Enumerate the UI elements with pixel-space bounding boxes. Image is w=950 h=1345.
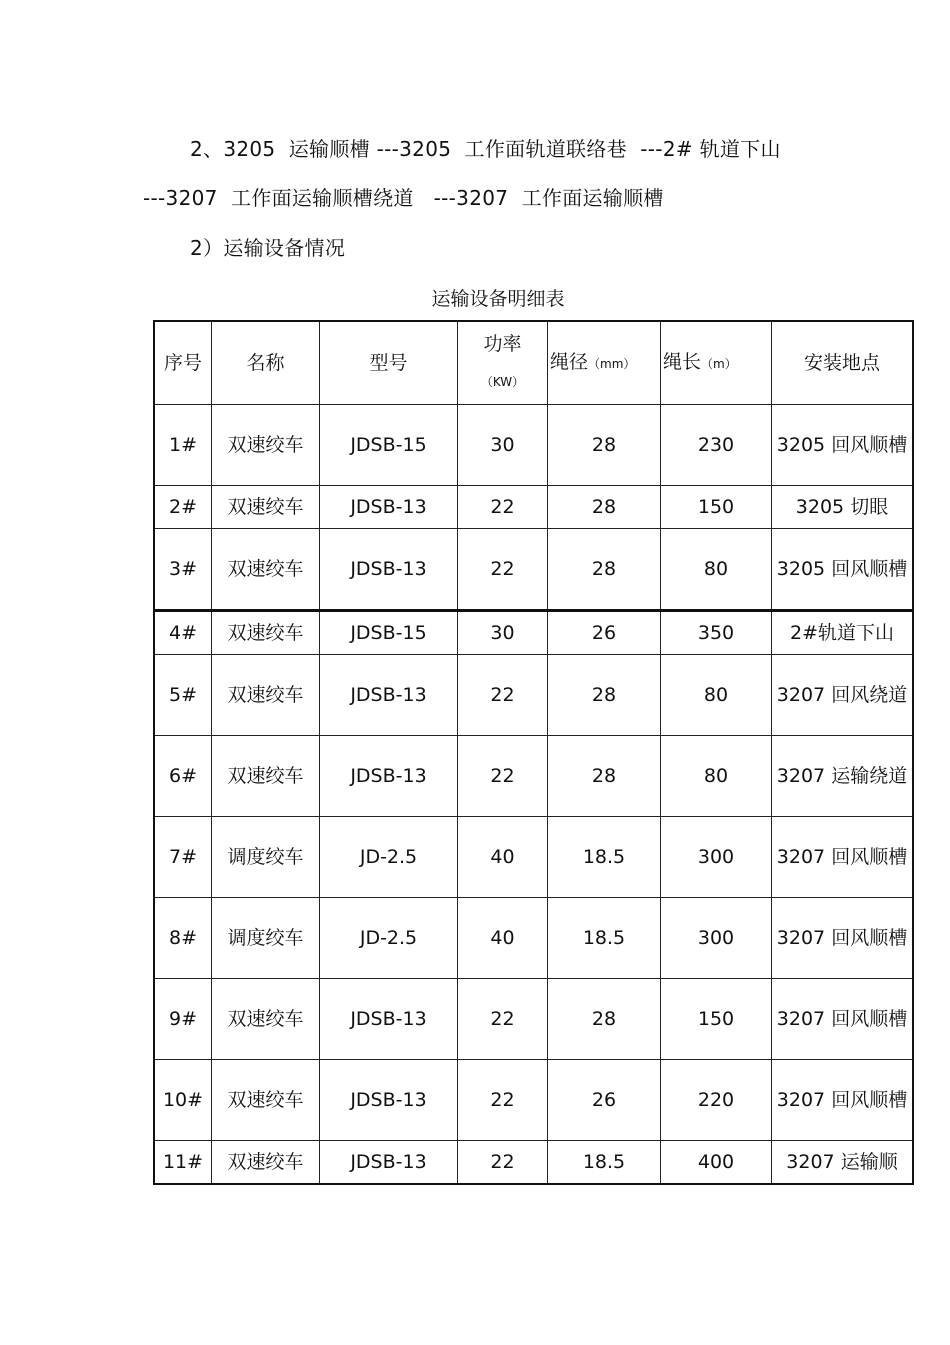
cell-location: 2#轨道下山 xyxy=(772,611,914,655)
cell-power: 22 xyxy=(458,529,548,611)
cell-model: JDSB-15 xyxy=(320,611,458,655)
cell-length: 300 xyxy=(661,898,772,979)
table-row xyxy=(154,529,913,611)
cell-power: 22 xyxy=(458,486,548,529)
cell-length: 220 xyxy=(661,1060,772,1141)
section-heading-equipment: 2）运输设备情况 xyxy=(190,236,346,260)
cell-seq: 7# xyxy=(154,817,212,898)
cell-location: 3207 回风顺槽 xyxy=(772,898,914,979)
cell-location: 3207 运输绕道 xyxy=(772,736,914,817)
cell-location: 3205 回风顺槽 xyxy=(772,405,914,486)
cell-length: 150 xyxy=(661,486,772,529)
cell-model: JDSB-13 xyxy=(320,736,458,817)
cell-diameter: 18.5 xyxy=(548,898,661,979)
cell-power: 40 xyxy=(458,898,548,979)
cell-name: 双速绞车 xyxy=(212,979,320,1060)
table-row xyxy=(154,1141,913,1185)
cell-location: 3205 切眼 xyxy=(772,486,914,529)
cell-name: 双速绞车 xyxy=(212,486,320,529)
header-diameter xyxy=(548,321,661,405)
header-length-label: 绳长 xyxy=(663,351,702,373)
table-row xyxy=(154,655,913,736)
cell-name: 双速绞车 xyxy=(212,1060,320,1141)
cell-length: 150 xyxy=(661,979,772,1060)
table-caption: 运输设备明细表 xyxy=(431,288,565,310)
cell-seq: 11# xyxy=(154,1141,212,1185)
cell-model: JDSB-13 xyxy=(320,1141,458,1185)
cell-length: 300 xyxy=(661,817,772,898)
table-row xyxy=(154,405,913,486)
cell-seq: 8# xyxy=(154,898,212,979)
cell-model: JD-2.5 xyxy=(320,817,458,898)
cell-diameter: 28 xyxy=(548,529,661,611)
cell-name: 双速绞车 xyxy=(212,611,320,655)
cell-name: 双速绞车 xyxy=(212,405,320,486)
header-length-unit: （m） xyxy=(701,357,737,371)
header-location: 安装地点 xyxy=(772,321,914,405)
cell-length: 80 xyxy=(661,529,772,611)
cell-name: 双速绞车 xyxy=(212,736,320,817)
cell-seq: 9# xyxy=(154,979,212,1060)
cell-diameter: 18.5 xyxy=(548,1141,661,1185)
cell-power: 40 xyxy=(458,817,548,898)
cell-location: 3207 回风顺槽 xyxy=(772,817,914,898)
cell-power: 30 xyxy=(458,611,548,655)
table-row xyxy=(154,1060,913,1141)
cell-name: 双速绞车 xyxy=(212,1141,320,1185)
cell-name: 调度绞车 xyxy=(212,817,320,898)
cell-model: JDSB-15 xyxy=(320,405,458,486)
cell-length: 350 xyxy=(661,611,772,655)
header-power-label: 功率 xyxy=(483,333,522,355)
table-row xyxy=(154,979,913,1060)
table-row xyxy=(154,611,913,655)
cell-power: 22 xyxy=(458,979,548,1060)
header-name: 名称 xyxy=(212,321,320,405)
cell-location: 3207 回风绕道 xyxy=(772,655,914,736)
header-power-unit: （KW） xyxy=(480,375,525,389)
cell-location: 3205 回风顺槽 xyxy=(772,529,914,611)
cell-diameter: 18.5 xyxy=(548,817,661,898)
cell-length: 80 xyxy=(661,655,772,736)
cell-name: 调度绞车 xyxy=(212,898,320,979)
route-paragraph-line-1: 2、3205 运输顺槽 ---3205 工作面轨道联络巷 ---2# 轨道下山 xyxy=(190,137,781,161)
table-row xyxy=(154,817,913,898)
cell-power: 22 xyxy=(458,1060,548,1141)
cell-seq: 6# xyxy=(154,736,212,817)
cell-model: JDSB-13 xyxy=(320,979,458,1060)
table-row xyxy=(154,898,913,979)
cell-model: JD-2.5 xyxy=(320,898,458,979)
cell-diameter: 26 xyxy=(548,1060,661,1141)
table-header-row xyxy=(154,321,913,405)
cell-diameter: 28 xyxy=(548,655,661,736)
cell-length: 230 xyxy=(661,405,772,486)
cell-diameter: 28 xyxy=(548,405,661,486)
table-row xyxy=(154,486,913,529)
cell-seq: 5# xyxy=(154,655,212,736)
header-length xyxy=(661,321,772,405)
cell-diameter: 26 xyxy=(548,611,661,655)
cell-power: 22 xyxy=(458,1141,548,1185)
header-model: 型号 xyxy=(320,321,458,405)
equipment-table xyxy=(153,320,914,1185)
cell-power: 22 xyxy=(458,736,548,817)
header-seq: 序号 xyxy=(154,321,212,405)
cell-location: 3207 运输顺 xyxy=(772,1141,914,1185)
cell-name: 双速绞车 xyxy=(212,655,320,736)
cell-seq: 2# xyxy=(154,486,212,529)
header-power xyxy=(458,321,548,405)
header-diameter-label: 绳径 xyxy=(550,351,589,373)
cell-model: JDSB-13 xyxy=(320,1060,458,1141)
cell-model: JDSB-13 xyxy=(320,529,458,611)
cell-diameter: 28 xyxy=(548,736,661,817)
cell-length: 400 xyxy=(661,1141,772,1185)
cell-model: JDSB-13 xyxy=(320,486,458,529)
header-diameter-unit: （mm） xyxy=(588,357,636,371)
cell-power: 22 xyxy=(458,655,548,736)
cell-model: JDSB-13 xyxy=(320,655,458,736)
table-row xyxy=(154,736,913,817)
cell-power: 30 xyxy=(458,405,548,486)
cell-location: 3207 回风顺槽 xyxy=(772,979,914,1060)
cell-diameter: 28 xyxy=(548,979,661,1060)
cell-seq: 1# xyxy=(154,405,212,486)
cell-seq: 10# xyxy=(154,1060,212,1141)
cell-diameter: 28 xyxy=(548,486,661,529)
cell-name: 双速绞车 xyxy=(212,529,320,611)
cell-location: 3207 回风顺槽 xyxy=(772,1060,914,1141)
cell-seq: 4# xyxy=(154,611,212,655)
route-paragraph-line-2: ---3207 工作面运输顺槽绕道 ---3207 工作面运输顺槽 xyxy=(143,186,664,210)
cell-length: 80 xyxy=(661,736,772,817)
cell-seq: 3# xyxy=(154,529,212,611)
